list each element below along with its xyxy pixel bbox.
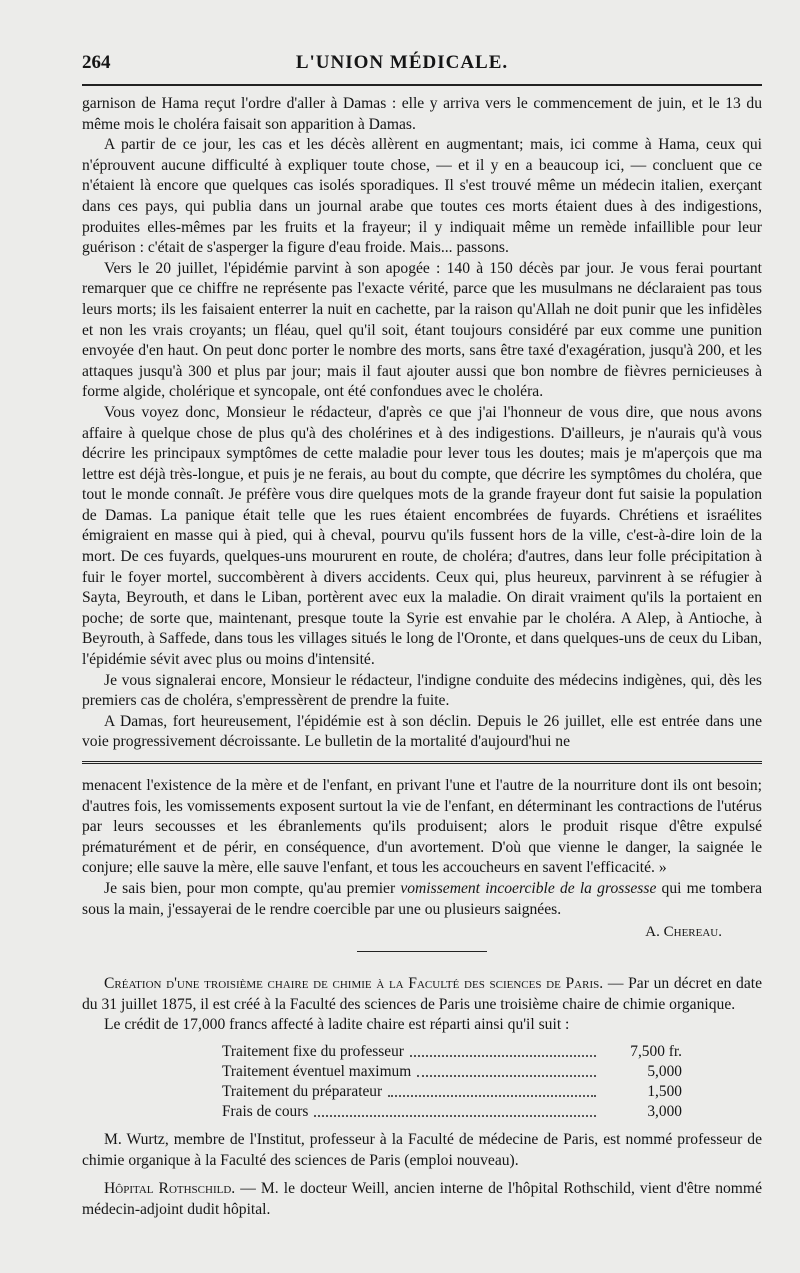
news-item-title: Hôpital Rothschild. [104, 1180, 236, 1198]
feuilleton-text: qui me tombera sous la main, j'essayerai de le rendre coercible par une ou plusieurs saignées. [82, 879, 763, 918]
feuilleton-paragraph [82, 879, 762, 920]
letter-section [82, 94, 762, 753]
allocation-row [222, 1062, 682, 1082]
letter-paragraph: garnison de Hama reçut l'ordre d'aller à Damas : elle y arriva vers le commencement de juin, et le 13 du même mois le choléra faisait son apparition à Damas. [82, 95, 762, 133]
letter-paragraph: Je vous signalerai encore, Monsieur le rédacteur, l'indigne conduite des médecins indigènes, qui, dès les premiers cas de choléra, s'empressèrent de prendre la fuite. [82, 671, 762, 710]
news-item [82, 974, 762, 1015]
allocation-amount: 3,000 [647, 1102, 682, 1120]
allocation-label: Frais de cours [222, 1102, 309, 1120]
feuilleton-paragraph: menacent l'existence de la mère et de l'enfant, en privant l'une et l'autre de la nourriture dont ils ont besoin; d'autres fois, les vomissements exposent surtout la vie de l'enfant, en déterminant les contractions de l'utérus par leurs secousses et les ébranlements qu'ils produisent; alors le produit risque d'être expulsé prématurément et de périr, en conséquence, d'un avortement. D'où que vienne le danger, la saignée le conjure; elle sauve la mère, elle sauve l'enfant, et tous les accoucheurs en savent l'efficacité. » [82, 777, 762, 877]
allocation-table [222, 1042, 762, 1122]
section-divider [357, 951, 487, 952]
allocation-amount: 1,500 [647, 1082, 682, 1100]
allocation-row [222, 1042, 682, 1062]
leader-dots [410, 1042, 596, 1057]
author-signature: A. Chereau. [645, 924, 722, 941]
news-section [82, 974, 762, 1220]
letter-paragraph: Vers le 20 juillet, l'épidémie parvint à son apogée : 140 à 150 décès par jour. Je vous ferai pourtant remarquer que ce chiffre ne représente pas l'exacte vérité, parce que les musulmans ne déclaraient pas tous leurs morts; ils les faisaient enterrer la nuit en cachette, par la raison qu'Allah ne doit punir que les infidèles et non les vrais croyants; un fléau, quel qu'il soit, étant toujours considéré par eux comme une punition envoyée d'en haut. On peut donc porter le nombre des morts, sans être taxé d'exagération, jusqu'à 200, et les attaques jusqu'à 300 et plus par jour; mais il faut ajouter aussi que bon nombre de fièvres pernicieuses à forme algide, cholérique et syncopale, ont été confondues avec le choléra. [82, 259, 762, 401]
letter-paragraph: A partir de ce jour, les cas et les décès allèrent en augmentant; mais, ici comme à Hama, ceux qui n'éprouvent aucune difficulté à expliquer toute chose, — et il y en a beaucoup ici, — concluent que ce n'étaient là encore que quelques cas isolés sporadiques. Il s'est trouvé même un médecin italien, exerçant dans ces pays, qui publia dans un journal arabe que toutes ces morts étaient dues à des indigestions, produites elles-mêmes par les fruits et la frayeur; il y indiquait même un remède infaillible pour leur guérison : c'était de s'asperger la figure d'eau froide. Mais... passons. [82, 136, 762, 257]
letter-paragraph: A Damas, fort heureusement, l'épidémie est à son déclin. Depuis le 26 juillet, elle est entrée dans une voie progressivement décroissante. Le bulletin de la mortalité d'aujourd'hui ne [82, 712, 762, 751]
feuilleton-italic-text: vomissement incoercible de la grossesse [400, 879, 657, 897]
allocation-amount: 7,500 fr. [630, 1042, 682, 1060]
leader-dots [314, 1102, 596, 1117]
feuilleton-text: Je sais bien, pour mon compte, qu'au premier [104, 879, 401, 897]
page-number: 264 [82, 52, 111, 73]
feuilleton-section [82, 776, 762, 941]
leader-dots [388, 1082, 596, 1097]
header-rule [82, 84, 762, 86]
allocation-label: Traitement éventuel maximum [222, 1062, 412, 1080]
news-item-text: — Par un décret en date du 31 juillet 1875, il est créé à la Faculté des sciences de Paris une troisième chaire de chimie organique. [82, 975, 762, 1013]
allocation-row [222, 1082, 682, 1102]
news-item-title: Création d'une troisième chaire de chimie à la Faculté des sciences de Paris. [104, 975, 604, 993]
page-header [82, 52, 762, 78]
credit-text: Le crédit de 17,000 francs affecté à ladite chaire est réparti ainsi qu'il suit : [104, 1016, 570, 1034]
allocation-label: Traitement fixe du professeur [222, 1042, 404, 1060]
feuilleton-separator [82, 761, 762, 766]
allocation-row [222, 1102, 682, 1122]
allocation-label: Traitement du préparateur [222, 1082, 383, 1100]
news-item [82, 1179, 762, 1220]
leader-dots [417, 1062, 596, 1077]
letter-paragraph: Vous voyez donc, Monsieur le rédacteur, d'après ce que j'ai l'honneur de vous dire, que nous avons affaire à quelque chose de plus qu'à des cholérines et à des indigestions. D'ailleurs, je n'aurais qu'à vous décrire les principaux symptômes de cette maladie pour lever tous les doutes; mais je m'aperçois que ma lettre est déjà très-longue, et puis je ne ferais, au bout du compte, que décrire les symptômes du choléra, que tout le monde connaît. Je préfère vous dire quelques mots de la grande frayeur dont fut saisie la population de Damas. La panique était telle que les rues étaient encombrées de fuyards. Chrétiens et israélites émigraient en masse qui à pied, qui à cheval, pourvu qu'ils fussent hors de la ville, c'est-à-dire loin de la mort. De ces fuyards, quelques-uns moururent en route, de choléra; d'autres, dans leur folle précipitation à fuir le foyer mortel, succombèrent à divers accidents. Ceux qui, plus heureux, parvinrent à se réfugier à Sayta, Beyrouth, et dans le Liban, portèrent avec eux la maladie. On dirait vraiment qu'ils la portaient en poche; de sorte que, maintenant, presque toute la Syrie est envahie par le choléra. A Alep, à Antioche, à Beyrouth, à Saffede, dans tous les villages situés le long de l'Oronte, et dans quelques-uns de ceux du Liban, l'épidémie sévit avec plus ou moins d'intensité. [82, 403, 762, 669]
wurtz-notice: M. Wurtz, membre de l'Institut, professeur à la Faculté de médecine de Paris, est nommé professeur de chimie organique à la Faculté des sciences de Paris (emploi nouveau). [82, 1130, 762, 1169]
allocation-amount: 5,000 [647, 1062, 682, 1080]
news-item-text: — M. le docteur Weill, ancien interne de l'hôpital Rothschild, vient d'être nommé médecin-adjoint dudit hôpital. [82, 1180, 762, 1218]
running-title: L'UNION MÉDICALE. [295, 52, 509, 73]
